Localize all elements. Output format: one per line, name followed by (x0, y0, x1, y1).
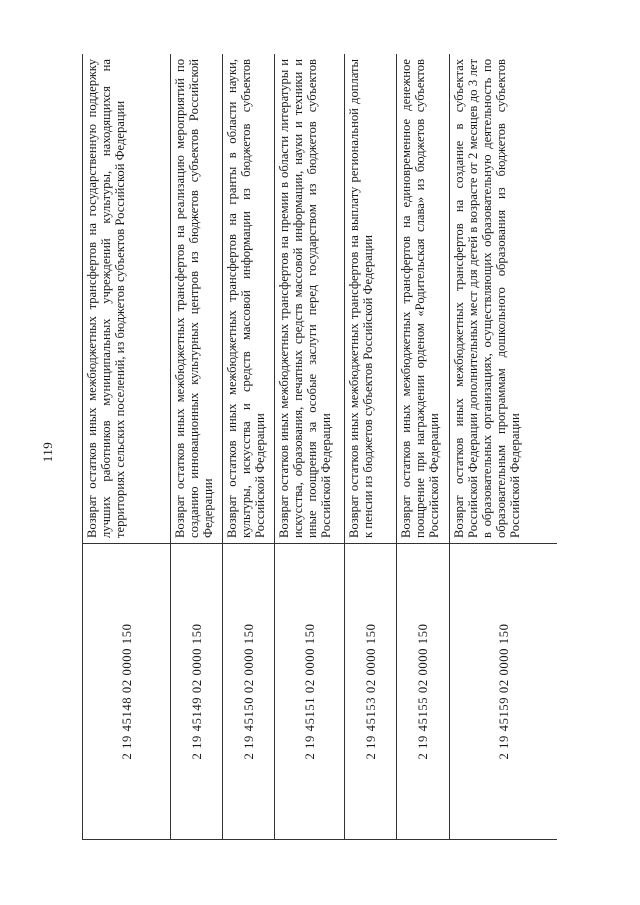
table-row (397, 54, 450, 840)
budget-code-cell: 2 19 45153 02 0000 150 (345, 544, 397, 840)
description-cell: Возврат остатков иных межбюджетных трансфертов на создание в субъектах Российской Федерации дополнительных мест для детей в возрасте от 2 месяцев до 3 лет в образовательных организациях, осуществляющих образовательную деятельность по образовательным программам дошкольного образования из бюджетов субъектов Российской Федерации (450, 54, 558, 544)
budget-code-cell: 2 19 45148 02 0000 150 (83, 544, 171, 840)
budget-code-table (82, 54, 557, 840)
description-cell: Возврат остатков иных межбюджетных трансфертов на государственную поддержку лучших работников муниципальных учреждений культуры, находящихся на территориях сельских поселений, из бюджетов субъектов Российской Федерации (83, 54, 171, 544)
table-row (450, 54, 558, 840)
budget-code-cell: 2 19 45150 02 0000 150 (223, 544, 275, 840)
table-row (83, 54, 171, 840)
budget-code-cell: 2 19 45149 02 0000 150 (171, 544, 223, 840)
description-cell: Возврат остатков иных межбюджетных трансфертов на единовременное денежное поощрение при награждении орденом «Родительская слава» из бюджетов субъектов Российской Федерации (397, 54, 450, 544)
table-row (223, 54, 275, 840)
description-cell: Возврат остатков иных межбюджетных трансфертов на премии в области литературы и искусства, образования, печатных средств массовой информации, науки и техники и иные поощрения за особые заслуги перед государством из бюджетов субъектов Российской Федерации (275, 54, 345, 544)
description-cell: Возврат остатков иных межбюджетных трансфертов на выплату региональной доплаты к пенсии из бюджетов субъектов Российской Федерации (345, 54, 397, 544)
description-cell: Возврат остатков иных межбюджетных трансфертов на реализацию мероприятий по созданию инновационных культурных центров из бюджетов субъектов Российской Федерации (171, 54, 223, 544)
budget-code-cell: 2 19 45151 02 0000 150 (275, 544, 345, 840)
document-body (82, 54, 557, 840)
budget-code-cell: 2 19 45159 02 0000 150 (450, 544, 558, 840)
page-number: 119 (40, 441, 55, 463)
table-row (275, 54, 345, 840)
budget-code-cell: 2 19 45155 02 0000 150 (397, 544, 450, 840)
table-row (345, 54, 397, 840)
table-row (171, 54, 223, 840)
description-cell: Возврат остатков иных межбюджетных трансфертов на гранты в области науки, культуры, искусства и средств массовой информации из бюджетов субъектов Российской Федерации (223, 54, 275, 544)
